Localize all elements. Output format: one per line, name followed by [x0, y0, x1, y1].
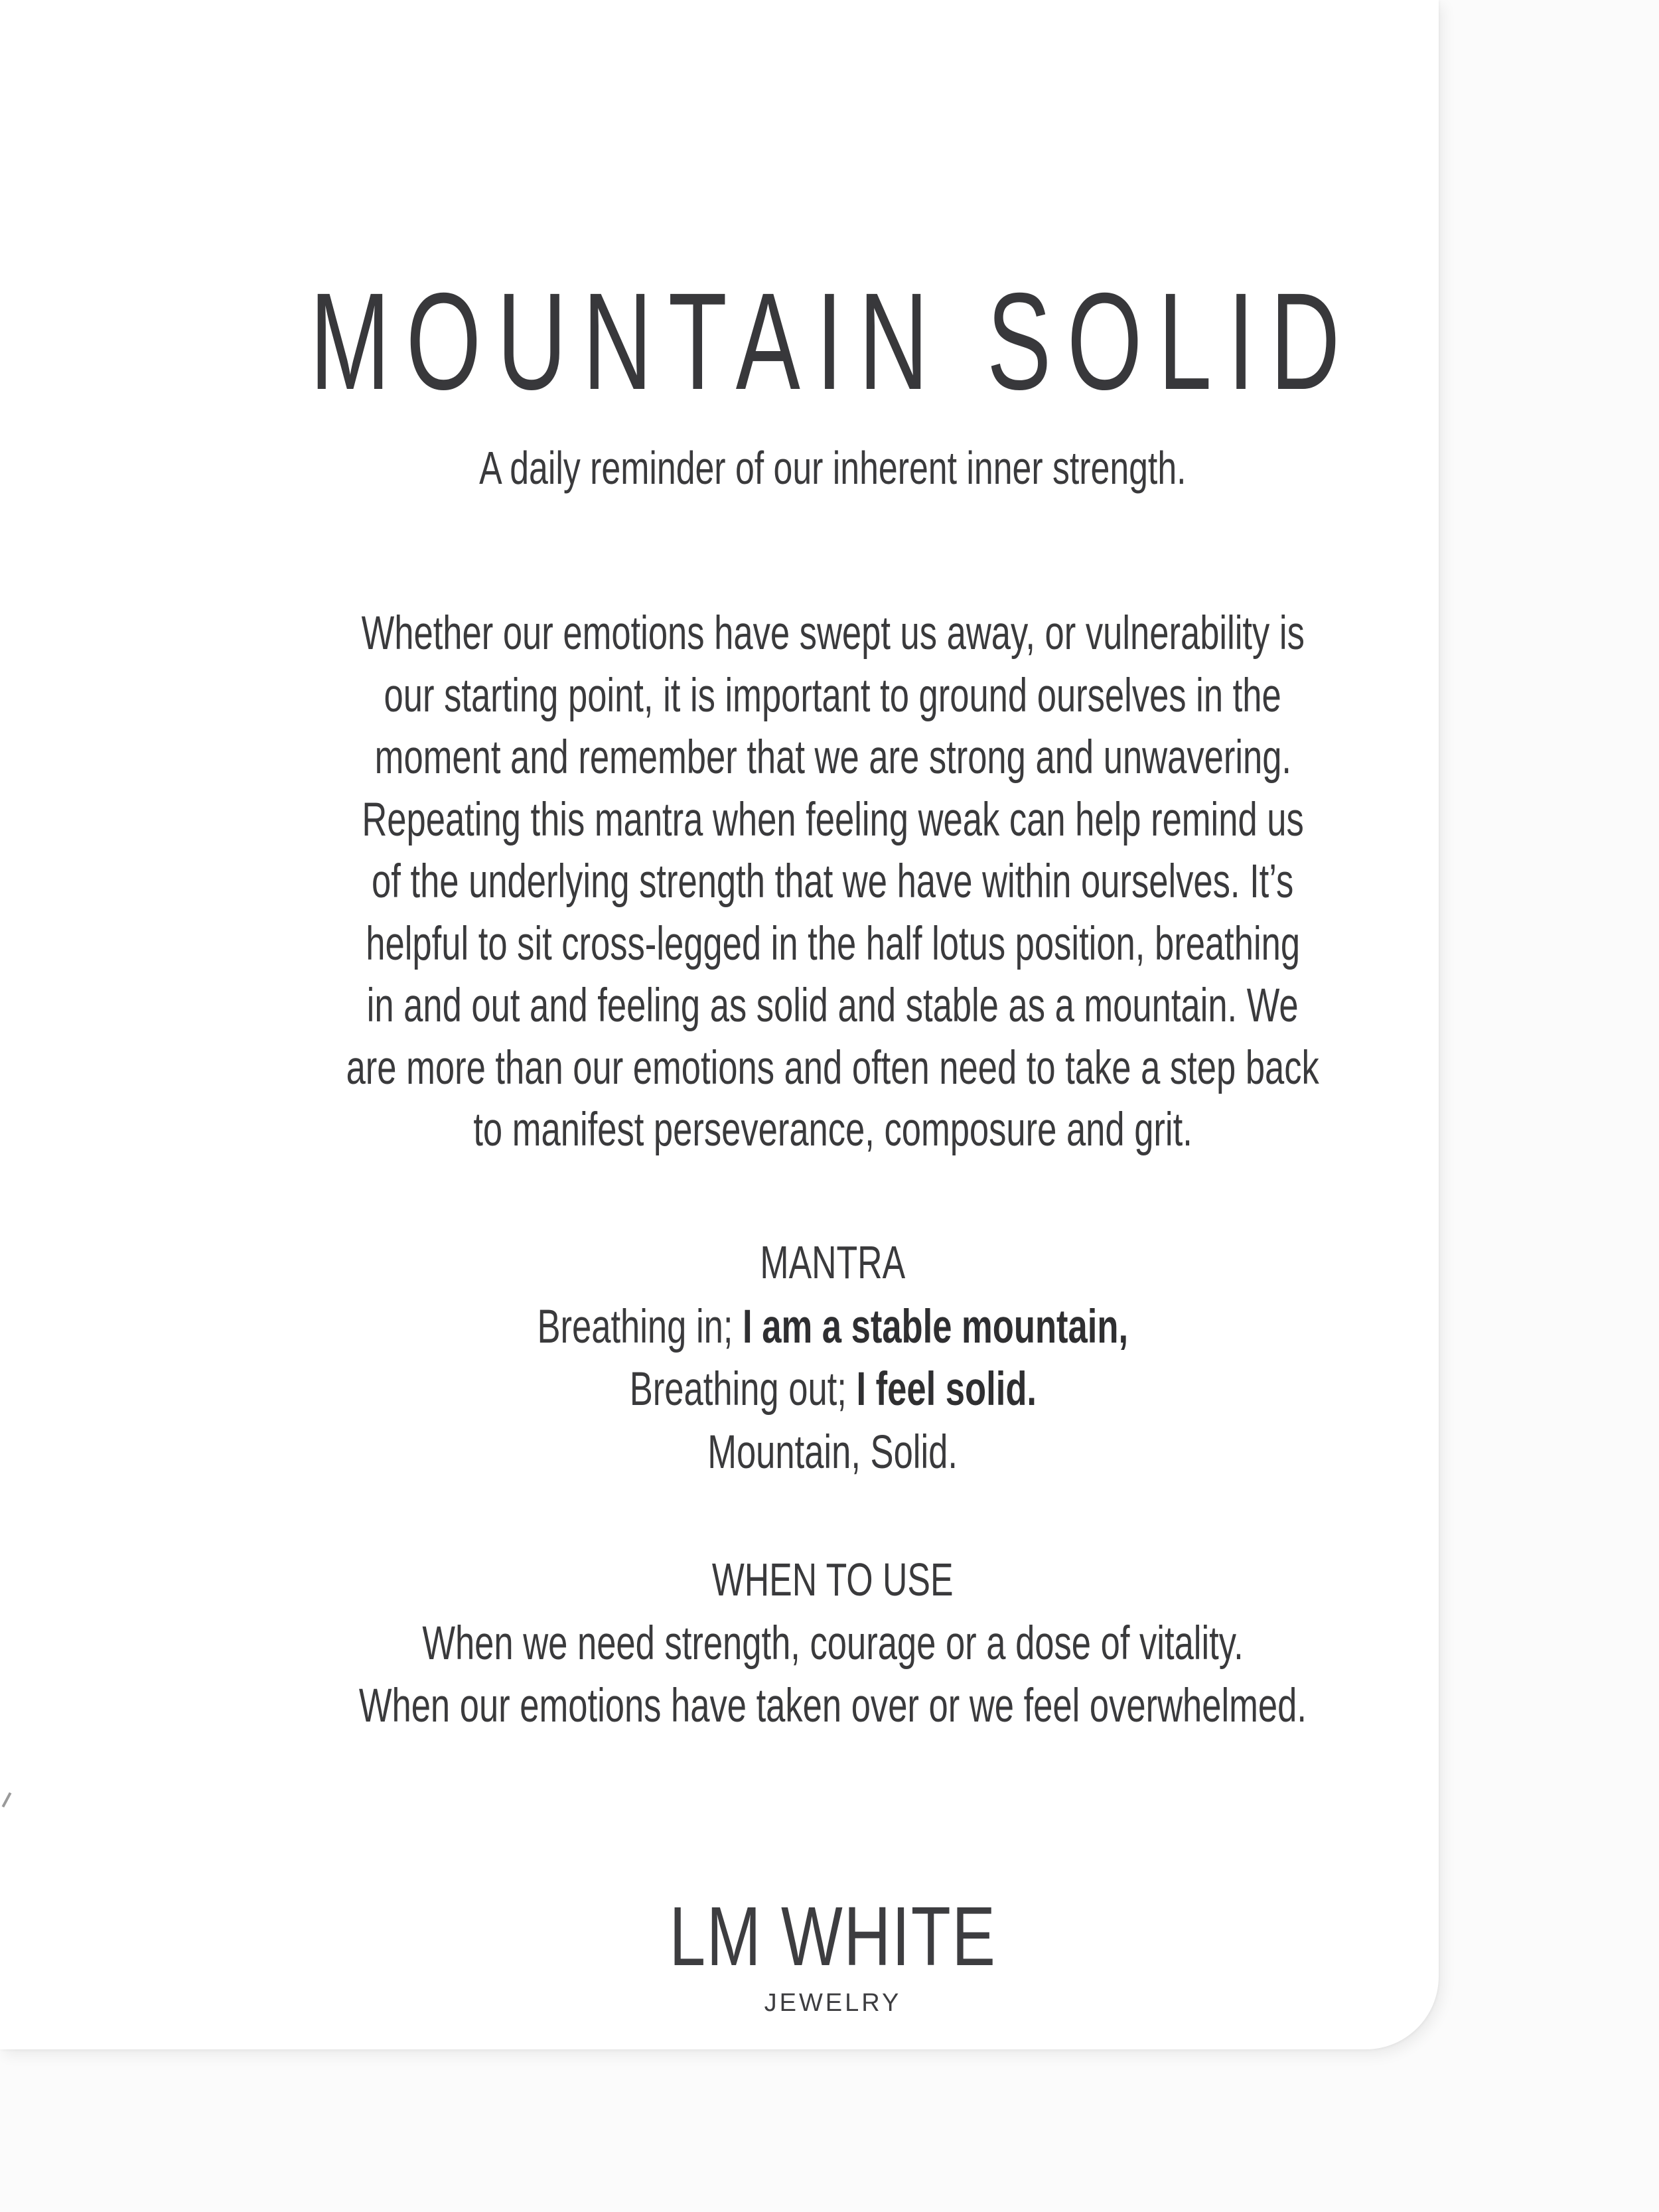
when-to-use-heading-text: WHEN TO USE — [712, 1554, 954, 1605]
description-paragraph — [0, 603, 1659, 1161]
mantra-line-2 — [0, 1359, 1659, 1421]
brand-logo — [0, 1890, 1659, 1983]
mantra-line-1 — [0, 1296, 1659, 1359]
paragraph-line — [0, 913, 1659, 976]
paragraph-line — [0, 975, 1659, 1037]
paragraph-line-text: helpful to sit cross-legged in the half lotus position, breathing — [366, 917, 1300, 970]
paragraph-line — [0, 665, 1659, 727]
card-title-text: MOUNTAIN SOLID — [309, 265, 1356, 419]
mantra-line-2-bold: I feel solid. — [856, 1363, 1037, 1416]
card-subtitle-text: A daily reminder of our inherent inner strength. — [479, 442, 1187, 494]
mantra-line-3-text: Mountain, Solid. — [707, 1426, 958, 1479]
brand-subtitle — [0, 1988, 1659, 2018]
when-to-use-heading — [0, 1548, 1659, 1611]
paragraph-line-text: our starting point, it is important to ground ourselves in the — [384, 669, 1282, 722]
paragraph-line — [0, 603, 1659, 665]
paragraph-line-text: Whether our emotions have swept us away, or vulnerability is — [361, 607, 1305, 660]
mantra-line-2-prefix: Breathing out; — [629, 1363, 857, 1416]
paragraph-line — [0, 789, 1659, 851]
when-to-use-line-2 — [0, 1675, 1659, 1737]
mantra-line-1-text — [538, 1296, 1129, 1359]
paragraph-line — [0, 727, 1659, 789]
mantra-line-1-bold: I am a stable mountain, — [743, 1301, 1129, 1353]
paragraph-line-text: moment and remember that we are strong and unwavering. — [374, 731, 1291, 784]
paragraph-line-text: are more than our emotions and often need to take a step back — [346, 1041, 1320, 1094]
paragraph-line — [0, 1099, 1659, 1161]
when-to-use-line-1 — [0, 1613, 1659, 1675]
paragraph-line-text: to manifest perseverance, composure and grit. — [473, 1104, 1192, 1156]
when-to-use-line-1-text: When we need strength, courage or a dose of vitality. — [422, 1617, 1244, 1670]
paragraph-line-text: of the underlying strength that we have within ourselves. It’s — [372, 855, 1294, 908]
brand-subtitle-text: JEWELRY — [764, 1989, 902, 2017]
paragraph-line-text: Repeating this mantra when feeling weak can help remind us — [362, 793, 1304, 846]
when-to-use-line-2-text: When our emotions have taken over or we feel overwhelmed. — [358, 1680, 1307, 1732]
paragraph-line — [0, 851, 1659, 913]
card-subtitle — [0, 438, 1659, 498]
mantra-line-2-text — [629, 1359, 1036, 1421]
mantra-line-1-prefix: Breathing in; — [537, 1301, 743, 1353]
paragraph-line-text: in and out and feeling as solid and stable as a mountain. We — [367, 980, 1299, 1032]
card-title — [0, 265, 1659, 418]
mantra-heading — [0, 1231, 1659, 1293]
mantra-heading-text: MANTRA — [760, 1236, 906, 1288]
paragraph-line — [0, 1037, 1659, 1100]
brand-name-text: LM WHITE — [669, 1889, 997, 1983]
mantra-line-3 — [0, 1422, 1659, 1484]
